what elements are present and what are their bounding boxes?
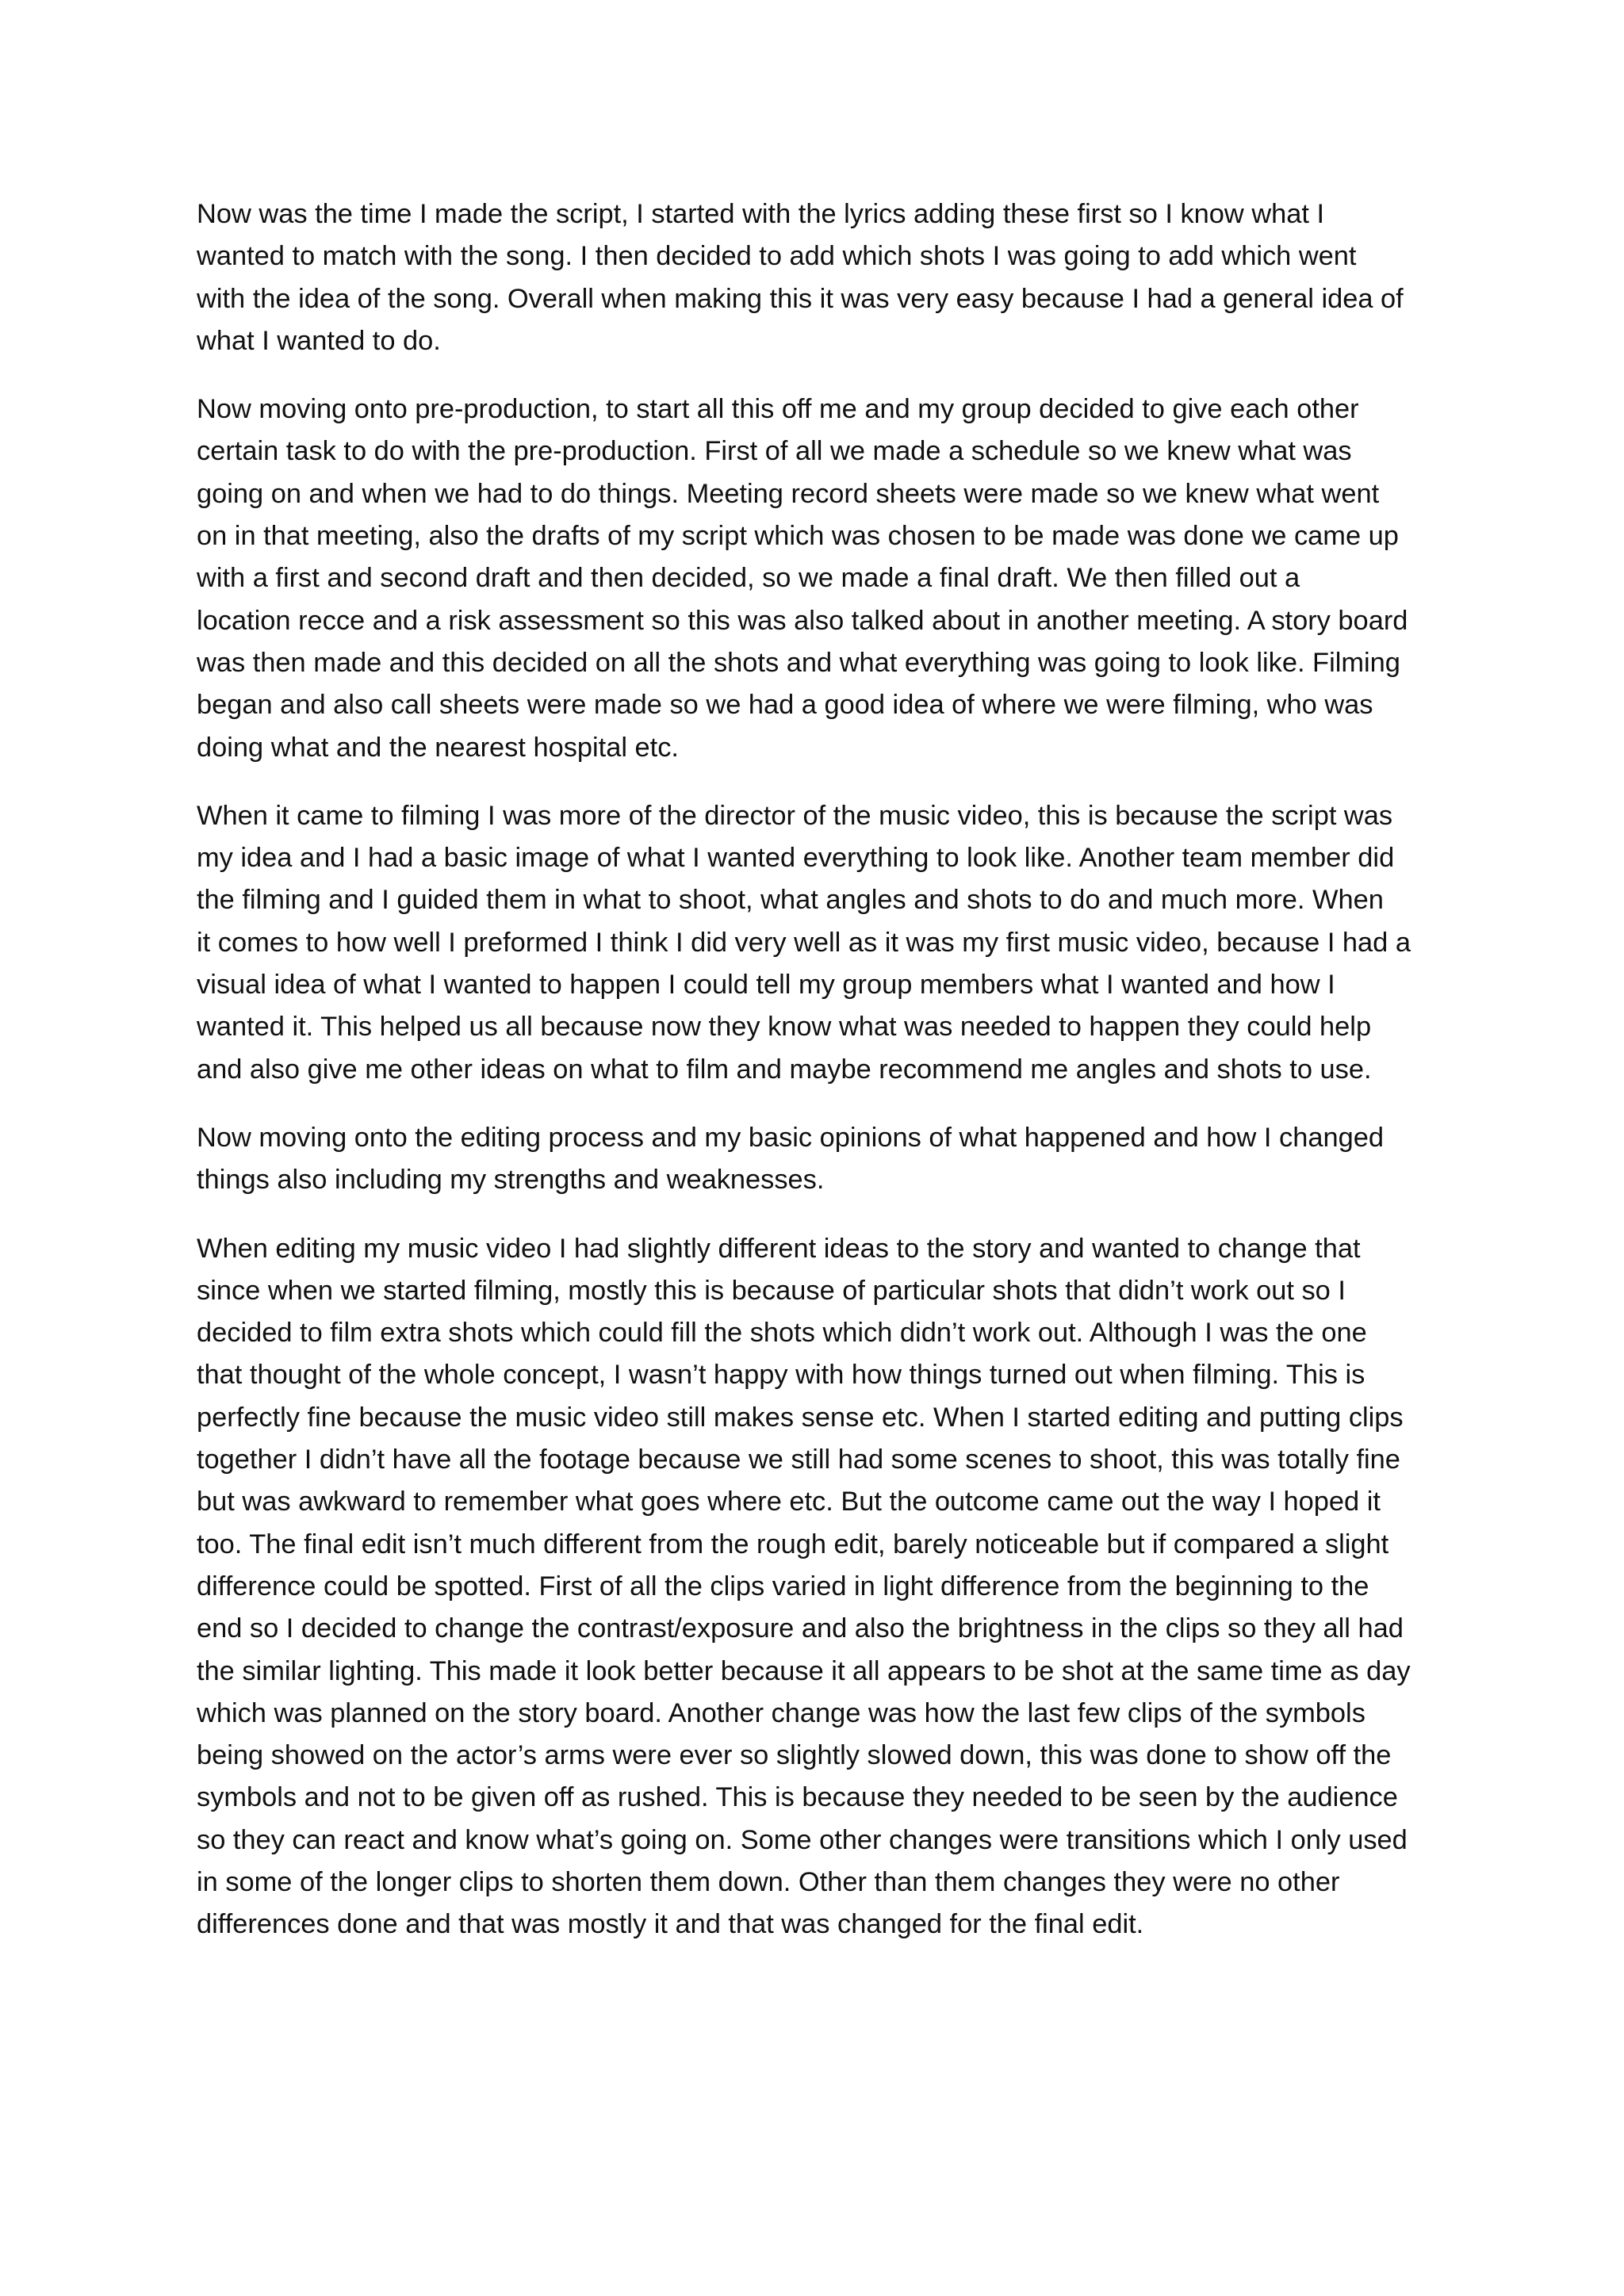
paragraph — [197, 388, 1457, 769]
text-line: on in that meeting, also the drafts of my script which was chosen to be made was done we came up — [197, 521, 1399, 552]
paragraph — [197, 1117, 1457, 1202]
paragraph — [197, 1228, 1457, 1946]
text-line: began and also call sheets were made so we had a good idea of where we were filming, who was — [197, 690, 1373, 721]
text-line: since when we started filming, mostly this is because of particular shots that didn’t work out so I — [197, 1275, 1346, 1306]
text-line: and also give me other ideas on what to film and maybe recommend me angles and shots to use. — [197, 1054, 1372, 1085]
text-line: perfectly fine because the music video still makes sense etc. When I started editing and putting clips — [197, 1402, 1404, 1433]
text-line: Now moving onto pre-production, to start all this off me and my group decided to give each other — [197, 394, 1359, 425]
text-line: decided to film extra shots which could fill the shots which didn’t work out. Although I was the one — [197, 1318, 1367, 1349]
text-line: which was planned on the story board. Another change was how the last few clips of the symbols — [197, 1697, 1365, 1728]
paragraph — [197, 193, 1457, 362]
text-line: differences done and that was mostly it and that was changed for the final edit. — [197, 1909, 1144, 1940]
text-line: going on and when we had to do things. Meeting record sheets were made so we knew what went — [197, 478, 1380, 509]
text-line: my idea and I had a basic image of what I wanted everything to look like. Another team member did — [197, 843, 1395, 874]
paragraph — [197, 795, 1457, 1091]
text-line: symbols and not to be given off as rushed. This is because they needed to be seen by the audience — [197, 1782, 1398, 1813]
text-line: the similar lighting. This made it look better because it all appears to be shot at the same time as day — [197, 1655, 1411, 1686]
text-line: certain task to do with the pre-production. First of all we made a schedule so we knew what was — [197, 436, 1352, 467]
text-line: When it came to filming I was more of the director of the music video, this is because the script was — [197, 800, 1393, 831]
text-line: end so I decided to change the contrast/exposure and also the brightness in the clips so they all had — [197, 1613, 1404, 1644]
text-line: When editing my music video I had slightly different ideas to the story and wanted to change that — [197, 1233, 1361, 1264]
text-line: too. The final edit isn’t much different from the rough edit, barely noticeable but if compared a slight — [197, 1529, 1389, 1559]
text-line: wanted to match with the song. I then decided to add which shots I was going to add which went — [197, 241, 1357, 272]
text-line: doing what and the nearest hospital etc. — [197, 732, 679, 763]
text-line: the filming and I guided them in what to shoot, what angles and shots to do and much more. When — [197, 885, 1384, 916]
text-line: so they can react and know what’s going on. Some other changes were transitions which I only used — [197, 1824, 1408, 1855]
text-line: with a first and second draft and then decided, so we made a final draft. We then filled out a — [197, 563, 1300, 594]
text-line: what I wanted to do. — [197, 325, 441, 356]
text-line: difference could be spotted. First of all the clips varied in light difference from the beginning to the — [197, 1571, 1369, 1601]
text-line: that thought of the whole concept, I wasn’t happy with how things turned out when filming. This is — [197, 1360, 1365, 1391]
text-line: it comes to how well I preformed I think I did very well as it was my first music video, because I had a — [197, 927, 1411, 958]
text-line: wanted it. This helped us all because now they know what was needed to happen they could help — [197, 1012, 1372, 1043]
text-line: was then made and this decided on all the shots and what everything was going to look like. Filming — [197, 647, 1400, 678]
text-line: things also including my strengths and weaknesses. — [197, 1165, 825, 1196]
text-line: but was awkward to remember what goes where etc. But the outcome came out the way I hoped it — [197, 1487, 1381, 1517]
text-line: in some of the longer clips to shorten them down. Other than them changes they were no other — [197, 1866, 1340, 1897]
document-body — [197, 193, 1457, 1973]
text-line: together I didn’t have all the footage because we still had some scenes to shoot, this was totally fine — [197, 1445, 1400, 1475]
text-line: with the idea of the song. Overall when making this it was very easy because I had a general idea of — [197, 283, 1404, 314]
text-line: being showed on the actor’s arms were ever so slightly slowed down, this was done to show off the — [197, 1740, 1392, 1771]
text-line: Now was the time I made the script, I started with the lyrics adding these first so I know what I — [197, 199, 1325, 229]
text-line: visual idea of what I wanted to happen I could tell my group members what I wanted and how I — [197, 970, 1335, 1001]
text-line: location recce and a risk assessment so this was also talked about in another meeting. A story board — [197, 605, 1408, 636]
text-line: Now moving onto the editing process and my basic opinions of what happened and how I changed — [197, 1122, 1384, 1153]
